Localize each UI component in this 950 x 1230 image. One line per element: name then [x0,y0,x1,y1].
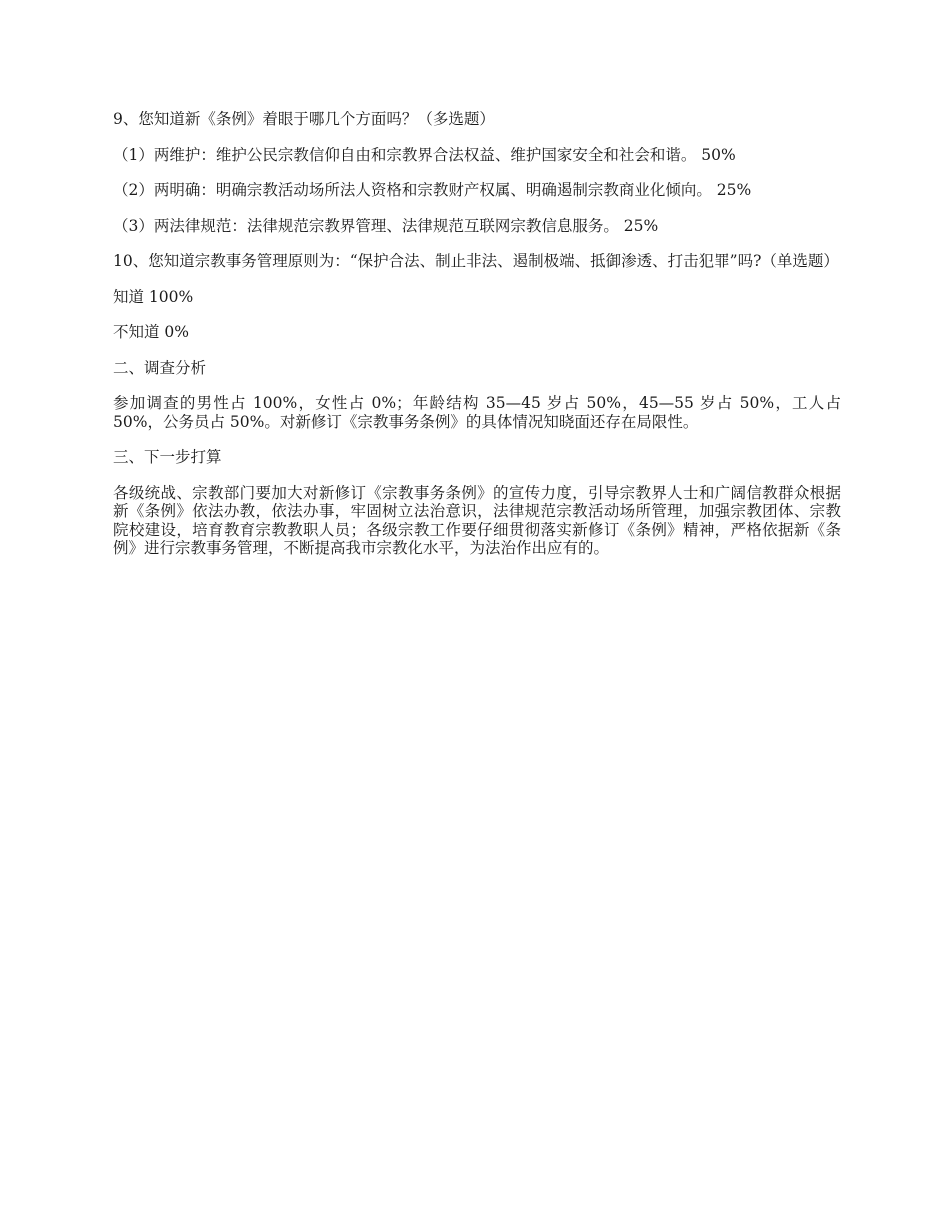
question-10-option-yes: 知道 100% [113,287,194,306]
question-10-option-no: 不知道 0% [113,323,190,341]
question-9-option-1: （1）两维护：维护公民宗教信仰自由和宗教界合法权益、维护国家安全和社会和谐。 50% [113,145,736,164]
question-9: 9、您知道新《条例》着眼于哪几个方面吗？（多选题） [113,110,495,128]
analysis-paragraph: 参加调查的男性占 100%，女性占 0%；年龄结构 35—45 岁占 50%，45—55 岁占 50%，工人占 50%，公务员占 50%。对新修订《宗教事务条例》的具体情况知晓面还存在局限性。 [113,394,841,431]
question-9-option-2: （2）两明确：明确宗教活动场所法人资格和宗教财产权属、明确遏制宗教商业化倾向。 25% [113,181,752,199]
section-heading-analysis: 二、调查分析 [113,358,207,377]
document-page [113,110,841,575]
question-9-option-3: （3）两法律规范：法律规范宗教界管理、法律规范互联网宗教信息服务。 25% [113,216,659,235]
section-heading-next-steps: 三、下一步打算 [113,448,222,466]
question-10: 10、您知道宗教事务管理原则为：“保护合法、制止非法、遏制极端、抵御渗透、打击犯罪”吗?（单选题） [113,252,839,270]
next-steps-paragraph: 各级统战、宗教部门要加大对新修订《宗教事务条例》的宣传力度，引导宗教界人士和广阔信教群众根据新《条例》依法办教，依法办事，牢固树立法治意识，法律规范宗教活动场所管理，加强宗教团体、宗教院校建设，培育教育宗教教职人员；各级宗教工作要仔细贯彻落实新修订《条例》精神，严格依据新《条例》进行宗教事务管理，不断提高我市宗教化水平，为法治作出应有的。 [113,483,841,557]
